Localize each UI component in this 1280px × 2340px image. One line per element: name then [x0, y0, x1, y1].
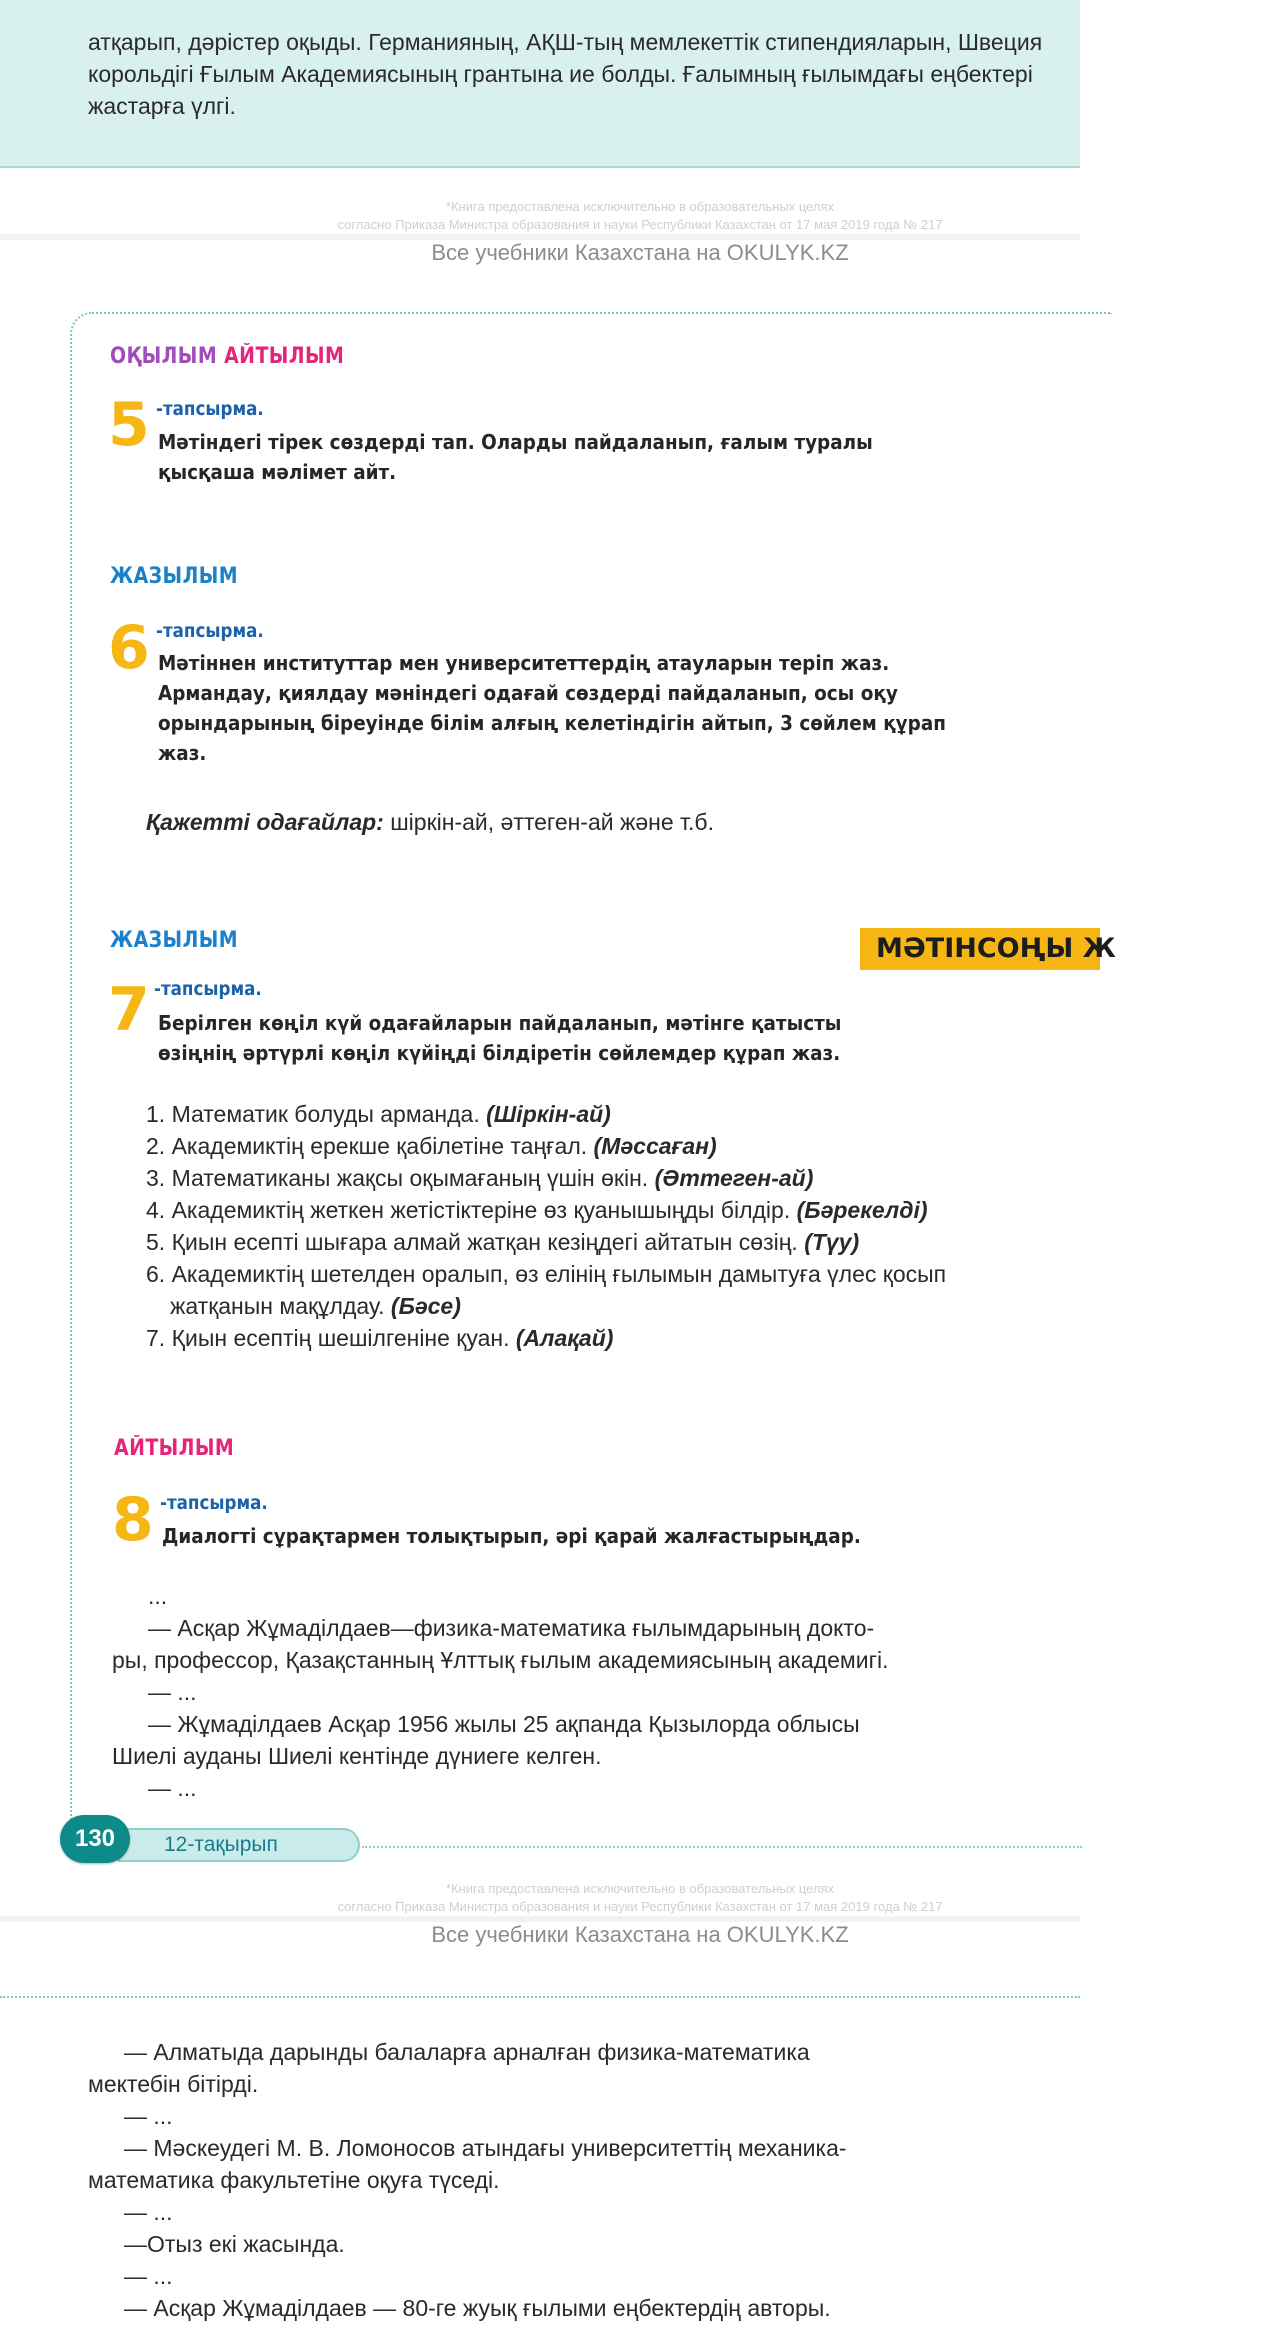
watermark-site: Все учебники Казахстана на OKULYK.KZ	[431, 240, 849, 265]
dialogue-line: мектебін бітірді.	[88, 2071, 259, 2097]
dialogue-line: — ...	[124, 2199, 173, 2225]
dialogue-line: ры, профессор, Қазақстанның Ұлттық ғылым академиясының академигі.	[112, 1647, 889, 1673]
next-page-dialogue	[88, 2036, 847, 2324]
list-item: жатқанын мақұлдау. (Бәсе)	[170, 1293, 461, 1319]
dialogue-line: —Отыз екі жасында.	[124, 2231, 345, 2257]
task-6-needed-text: шіркін-ай, әттеген-ай және т.б.	[383, 809, 714, 835]
top-info-text	[88, 26, 1088, 122]
watermark-site: Все учебники Казахстана на OKULYK.KZ	[431, 1922, 849, 1947]
dialogue-line: — Асқар Жұмаділдаев — 80-ге жуық ғылыми еңбектердің авторы.	[124, 2295, 831, 2321]
dialogue-line: — Жұмаділдаев Асқар 1956 жылы 25 ақпанда Қызылорда облысы	[148, 1711, 860, 1737]
list-item: 3. Математиканы жақсы оқымағаның үшін өкін. (Әттеген-ай)	[146, 1165, 814, 1191]
dialogue-line: — Алматыда дарынды балаларға арналған физика-математика	[124, 2039, 810, 2065]
task-5-label: -тапсырма.	[156, 398, 264, 420]
section-reading-speaking	[110, 344, 344, 369]
task-7-list	[146, 1098, 946, 1354]
task-7-text	[158, 1008, 841, 1068]
footer-topic: 12-тақырып	[118, 1828, 360, 1862]
page-number: 130	[60, 1815, 130, 1863]
task-6-line: Мәтіннен институттар мен университеттердің атауларын теріп жаз.	[158, 651, 890, 675]
dialogue-line: Шиелі ауданы Шиелі кентінде дүниеге келген.	[112, 1743, 602, 1769]
task-6-label: -тапсырма.	[156, 620, 264, 642]
watermark-line1: *Книга предоставлена исключительно в образовательных целях	[445, 1881, 835, 1896]
task-7-label: -тапсырма.	[154, 978, 262, 1000]
task-7-line: өзіңнің әртүрлі көңіл күйіңді білдіретін сөйлемдер құрап жаз.	[158, 1041, 841, 1065]
task-8-number: 8	[112, 1485, 154, 1555]
dialogue-line: — ...	[124, 2103, 173, 2129]
section-writing-1: ЖАЗЫЛЫМ	[110, 564, 239, 589]
task-8-dialogue	[112, 1580, 889, 1804]
dialogue-line: — ...	[148, 1679, 197, 1705]
footer-divider	[362, 1846, 1082, 1848]
list-item: 4. Академиктің жеткен жетістіктеріне өз қуанышыңды білдір. (Бәрекелді)	[146, 1197, 928, 1223]
section-writing-2: ЖАЗЫЛЫМ	[110, 928, 239, 953]
section-speaking-label: АЙТЫЛЫМ	[224, 344, 345, 369]
task-8-text	[162, 1521, 861, 1551]
task-7-line: Берілген көңіл күй одағайларын пайдаланып, мәтінге қатысты	[158, 1011, 842, 1035]
task-5-text	[158, 427, 873, 487]
list-item: 5. Қиын есепті шығара алмай жатқан кезіңдегі айтатын сөзің. (Түу)	[146, 1229, 860, 1255]
task-8-label: -тапсырма.	[160, 1492, 268, 1514]
dialogue-line: ...	[148, 1583, 168, 1609]
section-reading-label: ОҚЫЛЫМ	[110, 344, 218, 369]
task-5-line: қысқаша мәлімет айт.	[158, 460, 397, 484]
page-separator	[0, 1996, 1080, 1998]
top-line: корольдігі Ғылым Академиясының грантына ие болды. Ғалымның ғылымдағы еңбектері	[88, 61, 1033, 87]
top-line: атқарып, дәрістер оқыды. Германияның, АҚШ-тың мемлекеттік стипендияларын, Швеция	[88, 29, 1043, 55]
list-item: 6. Академиктің шетелден оралып, өз елінің ғылымын дамытуға үлес қосып	[146, 1261, 947, 1287]
text-after-banner: МӘТІНСОҢЫ Ж	[860, 928, 1100, 970]
dialogue-line: — ...	[124, 2263, 173, 2289]
top-line: жастарға үлгі.	[88, 93, 236, 119]
watermark-line1: *Книга предоставлена исключительно в образовательных целях	[445, 199, 835, 214]
task-5-number: 5	[108, 390, 150, 460]
top-info-box	[0, 0, 1080, 168]
task-7-number: 7	[108, 975, 150, 1045]
task-8-line: Диалогті сұрақтармен толықтырып, әрі қарай жалғастырыңдар.	[162, 1524, 861, 1548]
list-item: 7. Қиын есептің шешілгеніне қуан. (Алақай)	[146, 1325, 614, 1351]
section-speaking: АЙТЫЛЫМ	[114, 1436, 235, 1461]
dialogue-line: — Мәскеудегі М. В. Ломоносов атындағы университеттің механика-	[124, 2135, 847, 2161]
task-6-line: жаз.	[158, 741, 207, 765]
task-6-number: 6	[108, 613, 150, 683]
dialogue-line: — ...	[148, 1775, 197, 1801]
dialogue-line: — Асқар Жұмаділдаев—физика-математика ғылымдарының докто-	[148, 1615, 875, 1641]
task-6-line: Армандау, қиялдау мәніндегі одағай сөздерді пайдаланып, осы оқу	[158, 681, 898, 705]
task-6-needed-label: Қажетті одағайлар:	[146, 809, 384, 835]
list-item: 2. Академиктің ерекше қабілетіне таңғал. (Мәссаған)	[146, 1133, 717, 1159]
task-6-needed	[146, 806, 714, 838]
task-6-line: орындарының біреуінде білім алғың келетіндігін айтып, 3 сөйлем құрап	[158, 711, 946, 735]
task-5-line: Мәтіндегі тірек сөздерді тап. Оларды пайдаланып, ғалым туралы	[158, 430, 873, 454]
dialogue-line: математика факультетіне оқуға түседі.	[88, 2167, 500, 2193]
watermark-line2: согласно Приказа Министра образования и науки Республики Казахстан от 17 мая 2019 года № 217	[337, 217, 943, 232]
watermark-line2: согласно Приказа Министра образования и науки Республики Казахстан от 17 мая 2019 года № 217	[337, 1899, 943, 1914]
list-item: 1. Математик болуды арманда. (Шіркін-ай)	[146, 1101, 611, 1127]
task-6-text	[158, 648, 946, 768]
